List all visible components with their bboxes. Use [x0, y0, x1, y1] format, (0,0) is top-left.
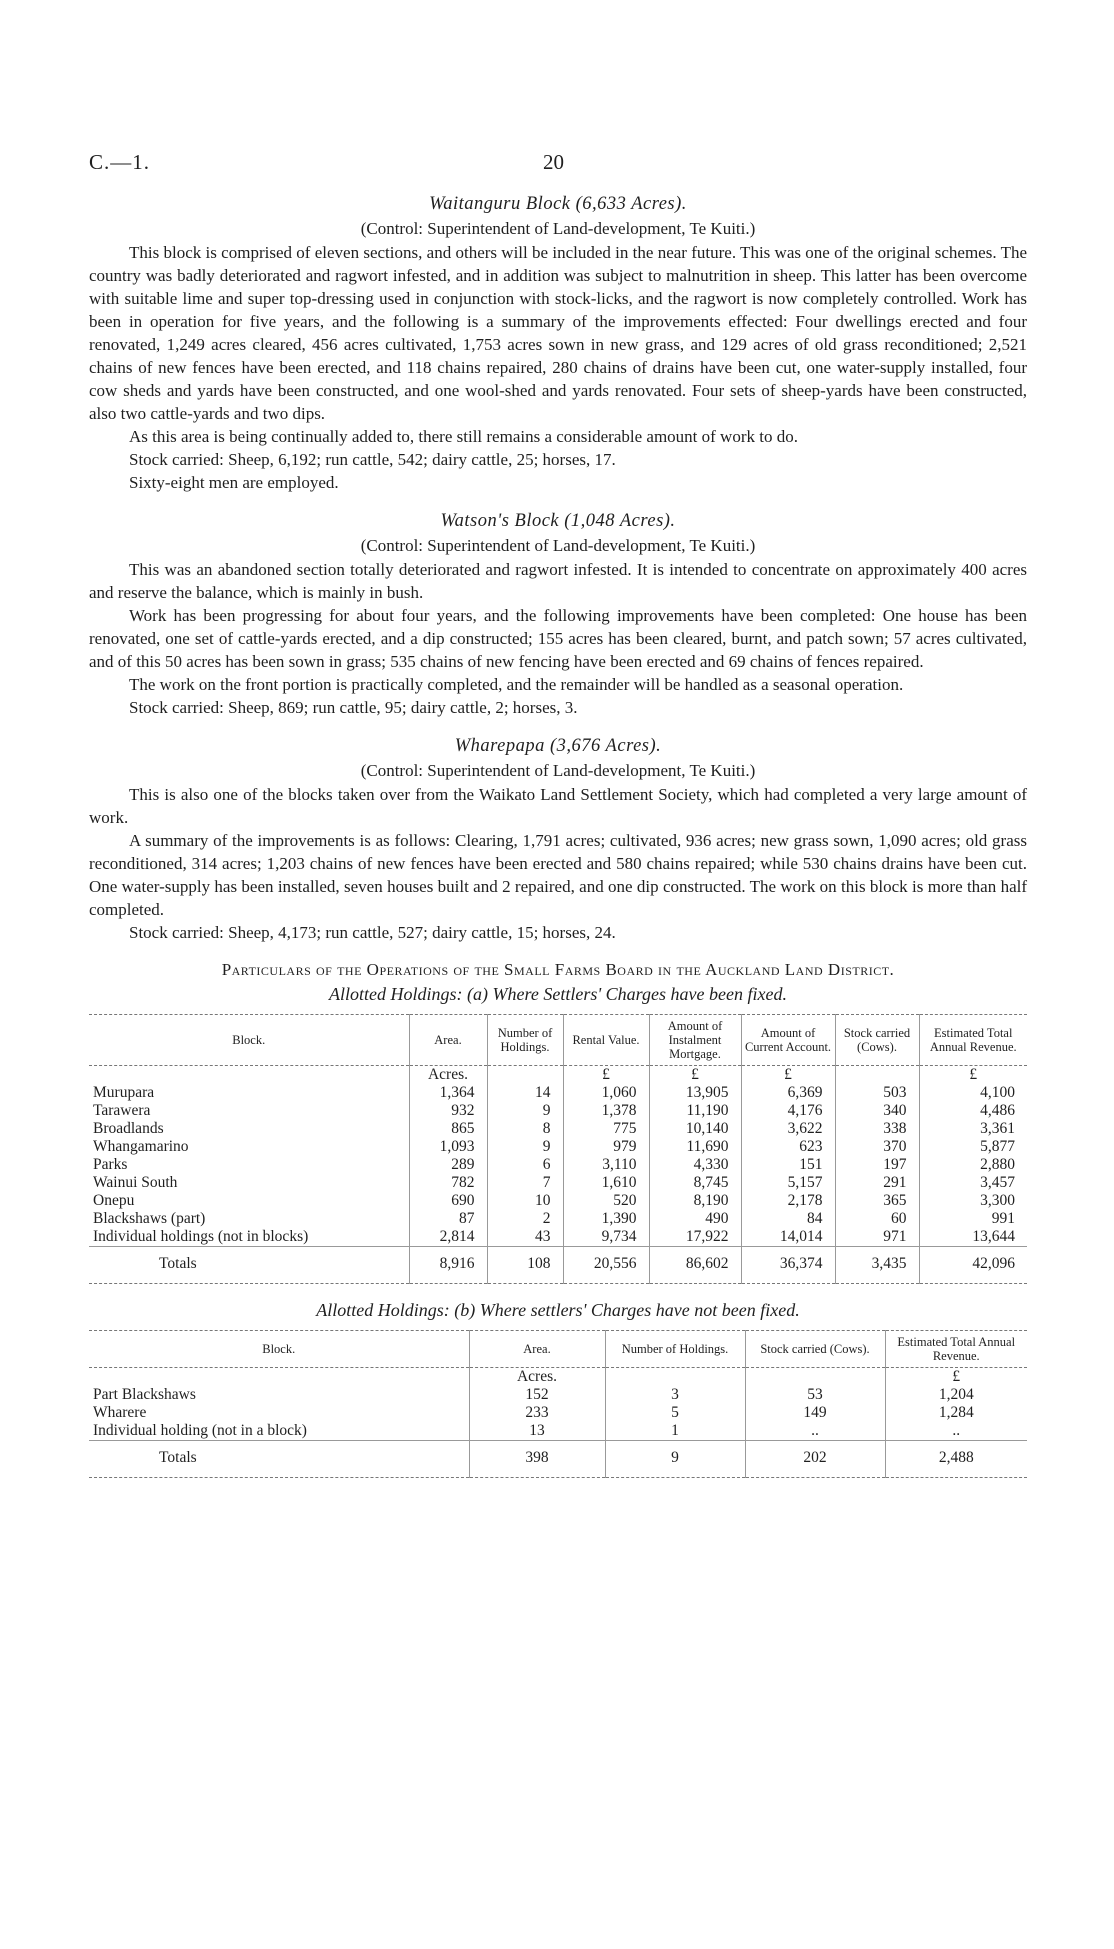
value-cell: 3,457: [919, 1174, 1027, 1192]
table-a-title: Allotted Holdings: (a) Where Settlers' Charges have been fixed.: [329, 984, 787, 1004]
section-wharepapa: [89, 733, 1027, 944]
value-cell: 10: [487, 1192, 563, 1210]
section-control: (Control: Superintendent of Land-development, Te Kuiti.): [360, 761, 756, 780]
unit-cell: [487, 1066, 563, 1085]
value-cell: 149: [745, 1404, 885, 1422]
column-header: Block.: [232, 1033, 266, 1047]
value-cell: 3,361: [919, 1120, 1027, 1138]
table-row: [89, 1422, 1027, 1441]
block-name-cell: Wharere: [93, 1404, 147, 1421]
table-row: [89, 1386, 1027, 1404]
value-cell: 782: [409, 1174, 487, 1192]
column-header: Rental Value.: [563, 1015, 649, 1066]
table-b: [89, 1330, 1027, 1478]
column-header: Estimated Total Annual Revenue.: [919, 1015, 1027, 1066]
value-cell: 8: [487, 1120, 563, 1138]
section-title: Waitanguru Block (6,633 Acres).: [429, 194, 687, 214]
value-cell: 932: [409, 1102, 487, 1120]
unit-cell: [835, 1066, 919, 1085]
value-cell: 979: [563, 1138, 649, 1156]
value-cell: 8,190: [649, 1192, 741, 1210]
section-control: (Control: Superintendent of Land-development, Te Kuiti.): [360, 219, 756, 238]
block-name-cell: Onepu: [93, 1192, 135, 1209]
paragraph: Sixty-eight men are employed.: [129, 473, 339, 492]
value-cell: 1,204: [885, 1386, 1027, 1404]
value-cell: 503: [835, 1084, 919, 1102]
value-cell: 6: [487, 1156, 563, 1174]
value-cell: 775: [563, 1120, 649, 1138]
column-header: Area.: [409, 1015, 487, 1066]
section-title: Wharepapa (3,676 Acres).: [454, 736, 662, 756]
table-header-row: [89, 1015, 1027, 1066]
value-cell: 3,300: [919, 1192, 1027, 1210]
section-control: (Control: Superintendent of Land-development, Te Kuiti.): [360, 536, 756, 555]
units-row: [89, 1368, 1027, 1387]
value-cell: 11,190: [649, 1102, 741, 1120]
column-header: Block.: [262, 1342, 296, 1356]
totals-label: Totals: [159, 1255, 197, 1272]
value-cell: 11,690: [649, 1138, 741, 1156]
unit-cell: [89, 1066, 409, 1085]
value-cell: 151: [741, 1156, 835, 1174]
block-name-cell: Whangamarino: [93, 1138, 189, 1155]
value-cell: 1,390: [563, 1210, 649, 1228]
column-header: Estimated Total Annual Revenue.: [885, 1331, 1027, 1368]
block-name-cell: Broadlands: [93, 1120, 164, 1137]
unit-cell: [89, 1368, 469, 1387]
section-waitanguru: [89, 191, 1027, 494]
total-value-cell: 202: [745, 1441, 885, 1478]
unit-cell: £: [563, 1066, 649, 1085]
paragraph: Stock carried: Sheep, 869; run cattle, 95; dairy cattle, 2; horses, 3.: [129, 698, 578, 717]
column-header: Amount of Current Account.: [741, 1015, 835, 1066]
block-name-cell: Individual holdings (not in blocks): [93, 1228, 309, 1245]
value-cell: 53: [745, 1386, 885, 1404]
page-content: [89, 191, 1027, 1478]
value-cell: 2,178: [741, 1192, 835, 1210]
page-number: 20: [543, 150, 564, 174]
value-cell: 9,734: [563, 1228, 649, 1247]
value-cell: 10,140: [649, 1120, 741, 1138]
block-name-cell: Part Blackshaws: [93, 1386, 196, 1403]
unit-cell: £: [885, 1368, 1027, 1387]
value-cell: 2: [487, 1210, 563, 1228]
paragraph: This was an abandoned section totally deteriorated and ragwort infested. It is intended to concentrate on approximately 400 acres and reserve the balance, which is mainly in bush.: [89, 560, 1027, 602]
value-cell: 5,877: [919, 1138, 1027, 1156]
value-cell: 1,060: [563, 1084, 649, 1102]
value-cell: 971: [835, 1228, 919, 1247]
table-a: [89, 1014, 1027, 1284]
table-row: [89, 1192, 1027, 1210]
value-cell: 1,284: [885, 1404, 1027, 1422]
value-cell: 84: [741, 1210, 835, 1228]
value-cell: 3: [605, 1386, 745, 1404]
table-row: [89, 1102, 1027, 1120]
value-cell: 233: [469, 1404, 605, 1422]
value-cell: 2,814: [409, 1228, 487, 1247]
unit-cell: Acres.: [469, 1368, 605, 1387]
value-cell: 9: [487, 1138, 563, 1156]
column-header: Stock carried (Cows).: [745, 1331, 885, 1368]
paragraph: Stock carried: Sheep, 4,173; run cattle, 527; dairy cattle, 15; horses, 24.: [129, 923, 616, 942]
table-row: [89, 1156, 1027, 1174]
value-cell: 17,922: [649, 1228, 741, 1247]
table-b-title: Allotted Holdings: (b) Where settlers' Charges have not been fixed.: [316, 1300, 800, 1320]
table-row: [89, 1210, 1027, 1228]
block-name-cell: Blackshaws (part): [93, 1210, 206, 1227]
value-cell: 4,100: [919, 1084, 1027, 1102]
column-header: Number of Holdings.: [605, 1331, 745, 1368]
total-value-cell: 3,435: [835, 1247, 919, 1284]
table-row: [89, 1174, 1027, 1192]
block-name-cell: Individual holding (not in a block): [93, 1422, 307, 1439]
table-row: [89, 1404, 1027, 1422]
total-value-cell: 2,488: [885, 1441, 1027, 1478]
report-code: C.—1.: [89, 150, 151, 174]
value-cell: ..: [745, 1422, 885, 1441]
value-cell: 2,880: [919, 1156, 1027, 1174]
totals-label: Totals: [159, 1449, 197, 1466]
particulars-title: Particulars of the Operations of the Small Farms Board in the Auckland Land District.: [221, 960, 895, 979]
column-header: Stock carried (Cows).: [835, 1015, 919, 1066]
paragraph: This is also one of the blocks taken over from the Waikato Land Settlement Society, which had completed a very large amount of work.: [89, 785, 1027, 827]
value-cell: 1,093: [409, 1138, 487, 1156]
totals-row: [89, 1441, 1027, 1478]
value-cell: 1: [605, 1422, 745, 1441]
total-value-cell: 42,096: [919, 1247, 1027, 1284]
unit-cell: £: [741, 1066, 835, 1085]
unit-cell: £: [649, 1066, 741, 1085]
value-cell: 197: [835, 1156, 919, 1174]
total-value-cell: 36,374: [741, 1247, 835, 1284]
total-value-cell: 8,916: [409, 1247, 487, 1284]
value-cell: 865: [409, 1120, 487, 1138]
value-cell: 4,176: [741, 1102, 835, 1120]
value-cell: 520: [563, 1192, 649, 1210]
value-cell: 6,369: [741, 1084, 835, 1102]
unit-cell: [745, 1368, 885, 1387]
total-value-cell: 20,556: [563, 1247, 649, 1284]
paragraph: The work on the front portion is practically completed, and the remainder will be handled as a seasonal operation.: [129, 675, 904, 694]
column-header: Amount of Instalment Mortgage.: [649, 1015, 741, 1066]
value-cell: 490: [649, 1210, 741, 1228]
value-cell: 3,110: [563, 1156, 649, 1174]
value-cell: 365: [835, 1192, 919, 1210]
total-value-cell: 398: [469, 1441, 605, 1478]
value-cell: 87: [409, 1210, 487, 1228]
value-cell: 4,486: [919, 1102, 1027, 1120]
totals-row: [89, 1247, 1027, 1284]
value-cell: 13,905: [649, 1084, 741, 1102]
value-cell: 4,330: [649, 1156, 741, 1174]
table-header-row: [89, 1331, 1027, 1368]
value-cell: 8,745: [649, 1174, 741, 1192]
block-name-cell: Murupara: [93, 1084, 155, 1101]
table-row: [89, 1120, 1027, 1138]
paragraph: Work has been progressing for about four years, and the following improvements have been completed: One house has been renovated, one set of cattle-yards erected, and a dip constructed; 155 acres has been cleared, burnt, and patch sown; 57 acres cultivated, and of this 50 acres has been sown in grass; 535 chains of new fencing have been erected and 69 chains of fences repaired.: [89, 606, 1027, 671]
value-cell: 5,157: [741, 1174, 835, 1192]
value-cell: 370: [835, 1138, 919, 1156]
paragraph: As this area is being continually added to, there still remains a considerable amount of work to do.: [129, 427, 798, 446]
column-header: Area.: [469, 1331, 605, 1368]
value-cell: 14,014: [741, 1228, 835, 1247]
value-cell: 338: [835, 1120, 919, 1138]
value-cell: 991: [919, 1210, 1027, 1228]
value-cell: 13,644: [919, 1228, 1027, 1247]
block-name-cell: Wainui South: [93, 1174, 178, 1191]
section-watsons: [89, 508, 1027, 719]
paragraph: Stock carried: Sheep, 6,192; run cattle, 542; dairy cattle, 25; horses, 17.: [129, 450, 616, 469]
paragraph: This block is comprised of eleven sections, and others will be included in the near future. This was one of the original schemes. The country was badly deteriorated and ragwort infested, and in addition was subject to malnutrition in sheep. This latter has been overcome with suitable lime and super top-dressing used in conjunction with stock-licks, and the ragwort is now completely controlled. Work has been in operation for five years, and the following is a summary of the improvements effected: Four dwellings erected and four renovated, 1,249 acres cleared, 456 acres cultivated, 1,753 acres sown in new grass, and 129 acres of old grass reconditioned; 2,521 chains of new fences have been erected, and 118 chains repaired, 280 chains of drains have been cut, one water-supply installed, four cow sheds and yards have been constructed, and one wool-shed and yards renovated. Four sets of sheep-yards have been constructed, also two cattle-yards and two dips.: [89, 243, 1027, 423]
value-cell: 13: [469, 1422, 605, 1441]
paragraph: A summary of the improvements is as follows: Clearing, 1,791 acres; cultivated, 936 acres; new grass sown, 1,090 acres; old grass reconditioned, 314 acres; 1,203 chains of new fences have been erected and 580 chains repaired; while 530 chains drains have been cut. One water-supply has been installed, seven houses built and 2 repaired, and one dip constructed. The work on this block is more than half completed.: [89, 831, 1027, 919]
value-cell: 43: [487, 1228, 563, 1247]
value-cell: 1,610: [563, 1174, 649, 1192]
table-row: [89, 1228, 1027, 1247]
value-cell: 5: [605, 1404, 745, 1422]
column-header: Number of Holdings.: [487, 1015, 563, 1066]
value-cell: 3,622: [741, 1120, 835, 1138]
block-name-cell: Tarawera: [93, 1102, 151, 1119]
value-cell: 1,364: [409, 1084, 487, 1102]
value-cell: 7: [487, 1174, 563, 1192]
section-title: Watson's Block (1,048 Acres).: [440, 511, 676, 531]
unit-cell: [605, 1368, 745, 1387]
value-cell: 291: [835, 1174, 919, 1192]
value-cell: 1,378: [563, 1102, 649, 1120]
value-cell: 623: [741, 1138, 835, 1156]
value-cell: 690: [409, 1192, 487, 1210]
table-row: [89, 1138, 1027, 1156]
unit-cell: £: [919, 1066, 1027, 1085]
total-value-cell: 108: [487, 1247, 563, 1284]
unit-cell: Acres.: [409, 1066, 487, 1085]
total-value-cell: 86,602: [649, 1247, 741, 1284]
value-cell: 289: [409, 1156, 487, 1174]
value-cell: ..: [885, 1422, 1027, 1441]
table-row: [89, 1084, 1027, 1102]
value-cell: 60: [835, 1210, 919, 1228]
value-cell: 9: [487, 1102, 563, 1120]
value-cell: 152: [469, 1386, 605, 1404]
block-name-cell: Parks: [93, 1156, 128, 1173]
units-row: [89, 1066, 1027, 1085]
value-cell: 340: [835, 1102, 919, 1120]
total-value-cell: 9: [605, 1441, 745, 1478]
value-cell: 14: [487, 1084, 563, 1102]
